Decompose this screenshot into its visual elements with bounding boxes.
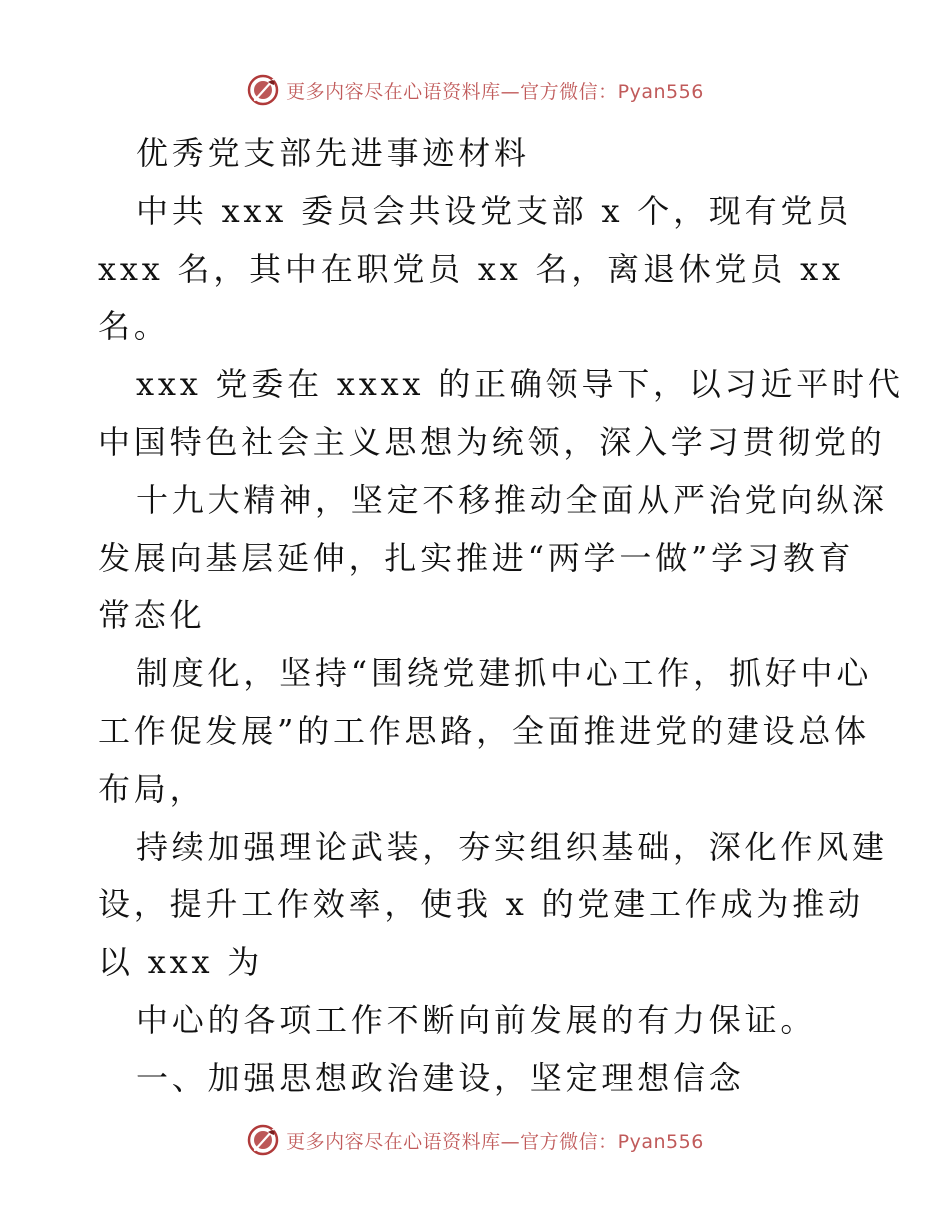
paragraph-line: 名。: [98, 307, 170, 346]
document-title: 优秀党支部先进事迹材料: [136, 134, 530, 172]
watermark-text: 更多内容尽在心语资料库—官方微信：Pyan556: [286, 80, 704, 103]
paragraph-line: 设，提升工作效率，使我 x 的党建工作成为推动: [98, 885, 864, 924]
paragraph-line: 常态化: [98, 596, 206, 635]
paragraph-line: xxx 名，其中在职党员 xx 名，离退休党员 xx: [98, 249, 844, 288]
paragraph-line: 中国特色社会主义思想为统领，深入学习贯彻党的: [98, 422, 886, 461]
paragraph-line: 中心的各项工作不断向前发展的有力保证。: [136, 1000, 817, 1039]
paragraph-line: 工作促发展”的工作思路，全面推进党的建设总体: [98, 711, 870, 750]
paragraph-line: 制度化，坚持“围绕党建抓中心工作，抓好中心: [136, 654, 873, 693]
paragraph-line: 持续加强理论武装，夯实组织基础，深化作风建: [136, 827, 888, 866]
paragraph-line: 中共 xxx 委员会共设党支部 x 个，现有党员: [136, 191, 853, 230]
paragraph-line: 发展向基层延伸，扎实推进“两学一做”学习教育: [98, 538, 855, 577]
quill-seal-icon: [246, 73, 280, 107]
header-watermark: [0, 70, 950, 110]
watermark-text: 更多内容尽在心语资料库—官方微信：Pyan556: [286, 1130, 704, 1153]
paragraph-line: 布局，: [98, 769, 206, 808]
section-heading: 一、加强思想政治建设，坚定理想信念: [136, 1058, 745, 1097]
paragraph-line: 十九大精神，坚定不移推动全面从严治党向纵深: [136, 480, 888, 519]
paragraph-line: 以 xxx 为: [98, 943, 264, 982]
document-body: [98, 125, 904, 1108]
quill-seal-icon: [246, 1123, 280, 1157]
paragraph-line: xxx 党委在 xxxx 的正确领导下，以习近平时代: [136, 365, 904, 404]
footer-watermark: [0, 1120, 950, 1160]
